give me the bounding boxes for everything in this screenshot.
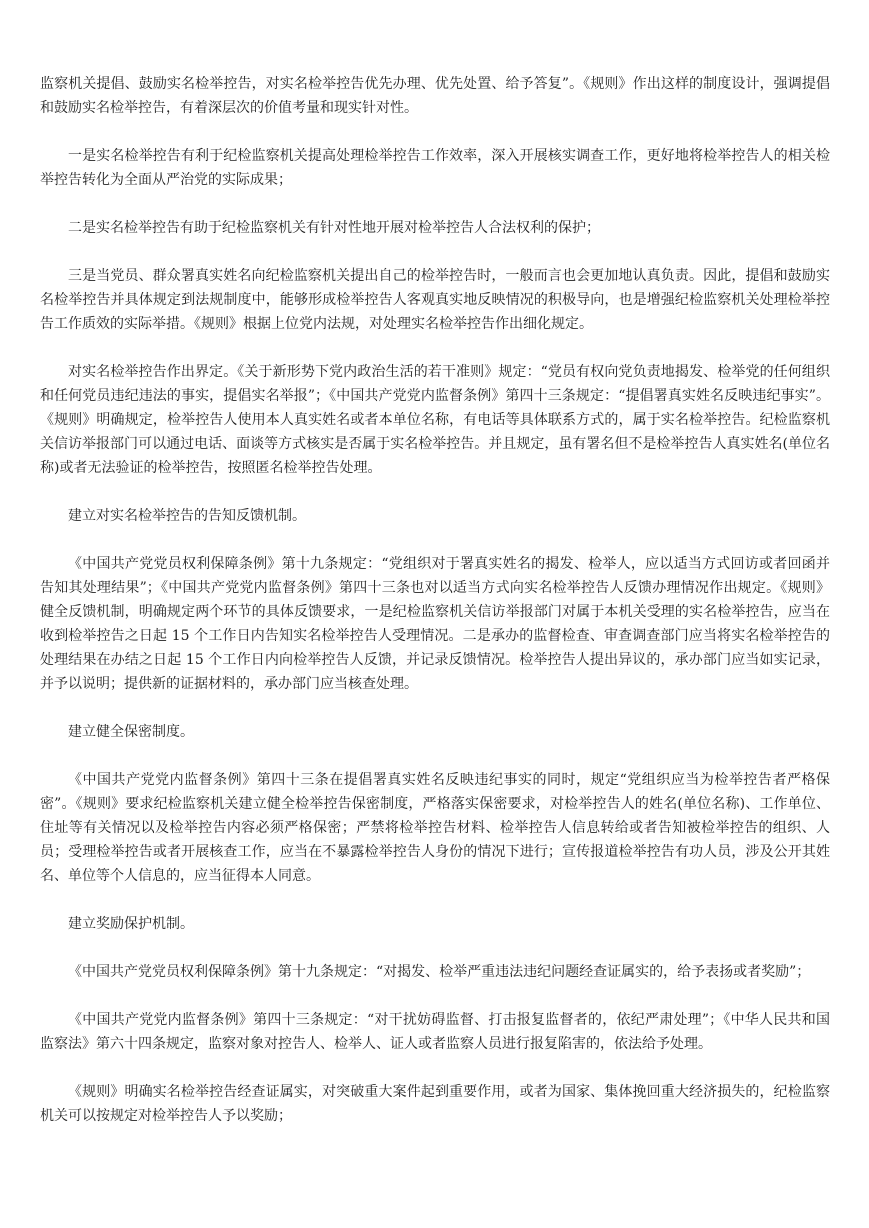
paragraph: 《规则》明确实名检举控告经查证属实，对突破重大案件起到重要作用，或者为国家、集体挽回重大经济损失的，纪检监察机关可以按规定对检举控告人予以奖励； <box>40 1084 830 1124</box>
paragraph: 二是实名检举控告有助于纪检监察机关有针对性地开展对检举控告人合法权利的保护； <box>68 220 600 236</box>
paragraph: 对实名检举控告作出界定。《关于新形势下党内政治生活的若干准则》规定：“党员有权向党负责地揭发、检举党的任何组织和任何党员违纪违法的事实，提倡实名举报”；《中国共产党党内监督条例》第四十三条规定：“提倡署真实姓名反映违纪事实”。《规则》明确规定，检举控告人使用本人真实姓名或者本单位名称，有电话等具体联系方式的，属于实名检举控告。纪检监察机关信访举报部门可以通过电话、面谈等方式核实是否属于实名检举控告。并且规定，虽有署名但不是检举控告人真实姓名(单位名称)或者无法验证的检举控告，按照匿名检举控告处理。 <box>40 364 830 476</box>
section-heading: 建立奖励保护机制。 <box>68 916 194 932</box>
paragraph: 《中国共产党党内监督条例》第四十三条规定：“对干扰妨碍监督、打击报复监督者的，依纪严肃处理”；《中华人民共和国监察法》第六十四条规定，监察对象对控告人、检举人、证人或者监察人员进行报复陷害的，依法给予处理。 <box>40 1012 830 1052</box>
section-heading: 建立健全保密制度。 <box>68 724 194 740</box>
paragraph: 《中国共产党党员权利保障条例》第十九条规定：“对揭发、检举严重违法违纪问题经查证属实的，给予表扬或者奖励”； <box>68 964 811 980</box>
paragraph: 一是实名检举控告有利于纪检监察机关提高处理检举控告工作效率，深入开展核实调查工作，更好地将检举控告人的相关检举控告转化为全面从严治党的实际成果； <box>40 148 830 188</box>
document-body <box>40 72 830 1152</box>
paragraph: 监察机关提倡、鼓励实名检举控告，对实名检举控告优先办理、优先处置、给予答复”。《规则》作出这样的制度设计，强调提倡和鼓励实名检举控告，有着深层次的价值考量和现实针对性。 <box>40 76 830 116</box>
section-heading: 建立对实名检举控告的告知反馈机制。 <box>68 508 306 524</box>
paragraph: 三是当党员、群众署真实姓名向纪检监察机关提出自己的检举控告时，一般而言也会更加地认真负责。因此，提倡和鼓励实名检举控告并具体规定到法规制度中，能够形成检举控告人客观真实地反映情况的积极导向，也是增强纪检监察机关处理检举控告工作质效的实际举措。《规则》根据上位党内法规，对处理实名检举控告作出细化规定。 <box>40 268 830 332</box>
paragraph: 《中国共产党党员权利保障条例》第十九条规定：“党组织对于署真实姓名的揭发、检举人，应以适当方式回访或者回函并告知其处理结果”；《中国共产党党内监督条例》第四十三条也对以适当方式向实名检举控告人反馈办理情况作出规定。《规则》健全反馈机制，明确规定两个环节的具体反馈要求，一是纪检监察机关信访举报部门对属于本机关受理的实名检举控告，应当在收到检举控告之日起 15 个工作日内告知实名检举控告人受理情况。二是承办的监督检查、审查调查部门应当将实名检举控告的处理结果在办结之日起 15 个工作日内向检举控告人反馈，并记录反馈情况。检举控告人提出异议的，承办部门应当如实记录，并予以说明；提供新的证据材料的，承办部门应当核查处理。 <box>40 556 830 692</box>
paragraph: 《中国共产党党内监督条例》第四十三条在提倡署真实姓名反映违纪事实的同时，规定“党组织应当为检举控告者严格保密”。《规则》要求纪检监察机关建立健全检举控告保密制度，严格落实保密要求，对检举控告人的姓名(单位名称)、工作单位、住址等有关情况以及检举控告内容必须严格保密；严禁将检举控告材料、检举控告人信息转给或者告知被检举控告的组织、人员；受理检举控告或者开展核查工作，应当在不暴露检举控告人身份的情况下进行；宣传报道检举控告有功人员，涉及公开其姓名、单位等个人信息的，应当征得本人同意。 <box>40 772 830 884</box>
